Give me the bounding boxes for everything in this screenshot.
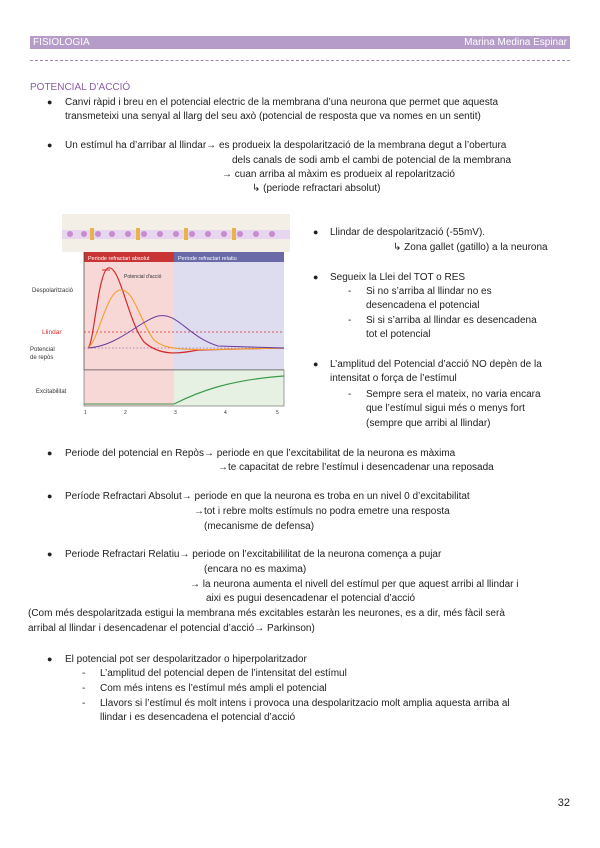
text-line: Si no s’arriba al llindar no es	[366, 286, 492, 297]
bullet-icon: ●	[47, 140, 53, 150]
text-line: que l’estímul sigui més o menys fort	[366, 403, 525, 414]
zone-rel-label: Periode refractari relatiu	[178, 256, 237, 262]
axis-tick: 1	[84, 410, 87, 416]
page-header	[30, 36, 570, 49]
text-line: dels canals de sodi amb el cambi de potencial de la membrana	[232, 155, 512, 166]
label-threshold: Llindar	[42, 329, 62, 336]
text-line: ↳ Zona gallet (gatillo) a la neurona	[393, 242, 548, 253]
text-line: (sempre que arribi al llindar)	[366, 418, 491, 429]
header-divider	[30, 60, 570, 61]
text-line: tot el potencial	[366, 329, 431, 340]
dash-icon: -	[348, 389, 352, 400]
label-resting-2: de repòs	[30, 355, 54, 361]
relative-refractory-zone	[174, 252, 284, 370]
text-line: Canvi ràpid i breu en el potencial electric de la membrana d’una neurona que permet que aquesta	[65, 97, 499, 108]
dash-icon: -	[82, 698, 86, 709]
bullet-icon: ●	[47, 448, 53, 458]
axis-tick: 5	[276, 410, 279, 416]
zone-abs-label: Periode refractari absolut	[88, 256, 150, 262]
section-title: POTENCIAL D’ACCIÓ	[30, 82, 131, 93]
text-line: →te capacitat de rebre l’estímul i desencadenar una reposada	[218, 462, 494, 473]
text-line: (Com més despolaritzada estigui la membrana més excitables estaràn les neurones, es a dir, més fàcil serà	[28, 608, 505, 619]
text-line: Llavors si l’estímul és molt intens i provoca una despolaritzacio molt amplia aquesta arriba al	[100, 698, 510, 709]
dash-icon: -	[348, 315, 352, 326]
text-line: →tot i rebre molts estímuls no podra emetre una resposta	[194, 506, 450, 517]
text-line: Segueix la Llei del TOT o RES	[330, 272, 466, 283]
bullet-icon: ●	[313, 227, 319, 237]
text-line: transmeteixi una senyal al llarg del seu axò (potencial de resposta que va nomes en un sentit)	[65, 111, 481, 122]
label-resting-1: Potencial	[30, 347, 55, 353]
text-line: llindar i es desencadena el potencial d’acció	[100, 712, 296, 723]
text-line: aixi es pugui desencadenar el potencial d’acció	[206, 593, 416, 604]
text-line: desencadena el potencial	[366, 300, 480, 311]
bullet-icon: ●	[47, 491, 53, 501]
text-line: Si si s’arriba al llindar es desencadena	[366, 315, 537, 326]
text-line: L’amplitud del potencial depen de l’intensitat del estímul	[100, 668, 347, 679]
text-line: (mecanisme de defensa)	[204, 521, 315, 532]
text-line: → la neurona aumenta el nivell del estímul per que aquest arribi al llindar i	[190, 579, 519, 590]
page-number: 32	[557, 797, 570, 809]
bullet-icon: ●	[47, 654, 53, 664]
dash-icon: -	[82, 683, 86, 694]
text-line: Periode Refractari Relatiu→ periode on l’excitabililitat de la neurona comença a pujar	[65, 549, 442, 560]
bullet-icon: ●	[313, 272, 319, 282]
axis-tick: 3	[174, 410, 177, 416]
label-depolarization: Despolarització	[32, 288, 74, 294]
text-line: L’amplitud del Potencial d’acció NO depèn de la	[330, 359, 542, 370]
text-line: Període Refractari Absolut→ periode en que la neurona es troba en un nivel 0 d’excitabilitat	[65, 491, 470, 502]
action-potential-figure	[28, 212, 296, 418]
dash-icon: -	[82, 668, 86, 679]
text-line: arribal al llindar i desencadenar el potencial d’acció→ Parkinson)	[28, 623, 315, 634]
text-line: Un estímul ha d’arribar al llindar→ es produeix la despolarització de la membrana degut a l’obertura	[65, 140, 507, 151]
axis-tick: 4	[224, 410, 227, 416]
axis-tick: 2	[124, 410, 127, 416]
header-author: Marina Medina Espinar	[464, 37, 567, 48]
text-line: → cuan arriba al màxim es produeix al repolarització	[222, 169, 455, 180]
bullet-icon: ●	[313, 359, 319, 369]
text-line: El potencial pot ser despolaritzador o hiperpolaritzador	[65, 654, 307, 665]
text-line: Periode del potencial en Repòs→ periode en que l’excitabilitat de la neurona es màxima	[65, 448, 456, 459]
dash-icon: -	[348, 286, 352, 297]
text-line: ↳ (periode refractari absolut)	[252, 183, 381, 194]
label-excitability: Excitabilitat	[36, 389, 67, 395]
text-line: Sempre sera el mateix, no varia encara	[366, 389, 541, 400]
bullet-icon: ●	[47, 97, 53, 107]
header-subject: FISIOLOGIA	[33, 37, 90, 48]
text-line: intensitat o força de l’estímul	[330, 373, 457, 384]
text-line: Com més intens es l’estímul més ampli el potencial	[100, 683, 327, 694]
text-line: Llindar de despolarització (-55mV).	[330, 227, 486, 238]
text-line: (encara no es maxima)	[204, 564, 307, 575]
bullet-icon: ●	[47, 549, 53, 559]
legend-label: Potencial d'acció	[124, 274, 162, 280]
